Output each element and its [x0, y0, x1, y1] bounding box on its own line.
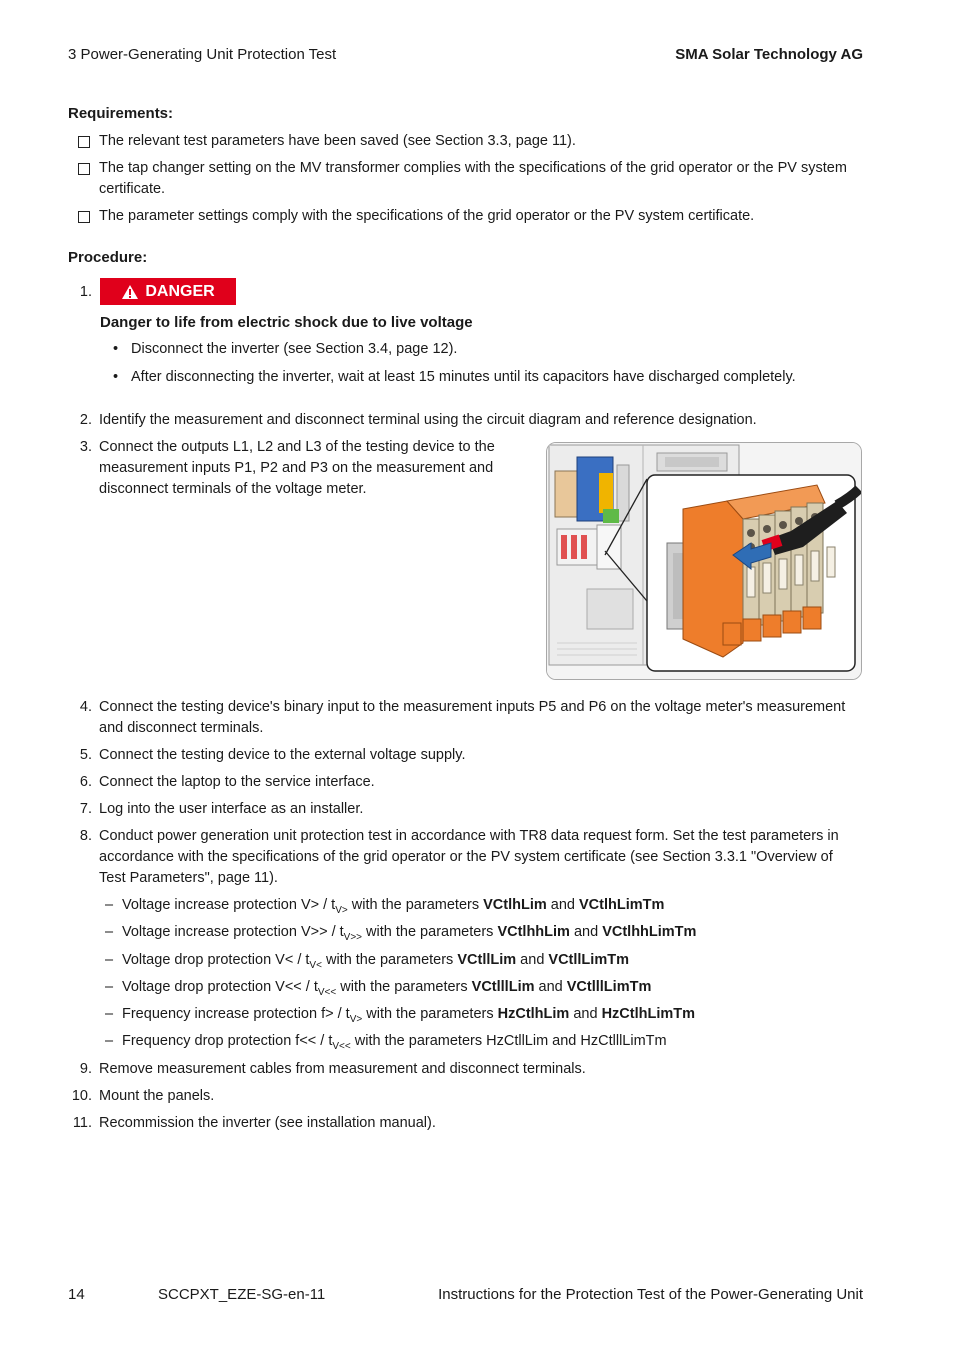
danger-title: Danger to life from electric shock due to live voltage [100, 314, 473, 331]
step-text: Mount the panels. [99, 1088, 215, 1104]
page-number: 14 [68, 1286, 85, 1303]
step-number: 4. [79, 699, 92, 715]
danger-bullet: After disconnecting the inverter, wait at least 15 minutes until its capacitors have discharged completely. [131, 369, 796, 385]
parameter-item: Frequency increase protection $f> / t_{V>}$ with the parameters HzCtlhLim and HzCtlhLimTm [122, 1006, 695, 1025]
dash-marker: – [105, 1006, 114, 1022]
step-number: 10. [71, 1088, 92, 1104]
step-number: 2. [79, 412, 92, 428]
document-title: Instructions for the Protection Test of the Power-Generating Unit [438, 1286, 863, 1303]
step-text: Connect the laptop to the service interface. [99, 774, 375, 790]
dash-marker: – [105, 924, 114, 940]
step-text: Connect the testing device's binary input to the measurement inputs P5 and P6 on the voltage meter's measurement and disconnect terminals. [99, 699, 846, 736]
step-text: Conduct power generation unit protection test in accordance with TR8 data request form. Set the test parameters in accordance with the specifications of the grid operator or the PV system certificate (see Section 3.3.1 "Overview of Test Parameters", page 11). [99, 828, 839, 886]
parameter-item: Voltage drop protection $V<< / t_{V<<}$ with the parameters VCtlllLim and VCtlllLimTm [122, 979, 652, 998]
parameter-item: Voltage drop protection $V< / t_{V<}$ with the parameters VCtllLim and VCtllLimTm [122, 952, 629, 971]
step-text: Remove measurement cables from measurement and disconnect terminals. [99, 1061, 586, 1077]
danger-label: DANGER [145, 283, 215, 300]
step-number: 1. [79, 284, 92, 300]
step-number: 6. [79, 774, 92, 790]
step-text: Identify the measurement and disconnect terminal using the circuit diagram and reference designation. [99, 412, 757, 428]
step-number: 5. [79, 747, 92, 763]
checkbox-icon [78, 136, 90, 148]
document-id: SCCPXT_EZE-SG-en-11 [158, 1286, 326, 1303]
step-number: 3. [79, 439, 92, 455]
running-header-section: 3 Power-Generating Unit Protection Test [68, 46, 337, 63]
parameter-item: Voltage increase protection $V> / t_{V>}$ with the parameters VCtlhLim and VCtlhLimTm [122, 897, 665, 916]
running-header-company: SMA Solar Technology AG [675, 46, 863, 63]
step-text: Log into the user interface as an installer. [99, 801, 364, 817]
dash-marker: – [105, 952, 114, 968]
warning-triangle-icon [121, 284, 139, 300]
checkbox-icon [78, 211, 90, 223]
checkbox-icon [78, 163, 90, 175]
bullet-icon: • [113, 341, 119, 357]
parameter-item: Voltage increase protection $V>> / t_{V>>}$ with the parameters VCtlhhLim and VCtlhhLimTm [122, 924, 697, 943]
bullet-icon: • [113, 369, 119, 385]
danger-banner [100, 278, 236, 305]
step-text: Connect the outputs L1, L2 and L3 of the testing device to the measurement inputs P1, P2 and P3 on the measurement and disconnect terminals of the voltage meter. [99, 439, 495, 497]
terminal-block-illustration [547, 443, 861, 679]
dash-marker: – [105, 979, 114, 995]
step-number: 11. [72, 1115, 92, 1131]
requirement-item: The parameter settings comply with the specifications of the grid operator or the PV system certificate. [99, 208, 755, 224]
requirements-heading: Requirements: [68, 105, 174, 122]
dash-marker: – [105, 897, 114, 913]
danger-bullet: Disconnect the inverter (see Section 3.4, page 12). [131, 341, 458, 357]
terminal-illustration [546, 442, 862, 680]
procedure-heading: Procedure: [68, 249, 148, 266]
step-text: Recommission the inverter (see installation manual). [99, 1115, 436, 1131]
step-text: Connect the testing device to the external voltage supply. [99, 747, 466, 763]
requirement-item: The tap changer setting on the MV transformer complies with the specifications of the grid operator or the PV system certificate. [99, 160, 847, 197]
requirement-item: The relevant test parameters have been saved (see Section 3.3, page 11). [99, 133, 576, 149]
dash-marker: – [105, 1033, 114, 1049]
step-number: 9. [79, 1061, 92, 1077]
step-number: 7. [79, 801, 92, 817]
parameter-item: Frequency drop protection $f<< / t_{V<<}$ with the parameters HzCtllLim and HzCtlllLimTm [122, 1033, 667, 1052]
step-number: 8. [79, 828, 92, 844]
